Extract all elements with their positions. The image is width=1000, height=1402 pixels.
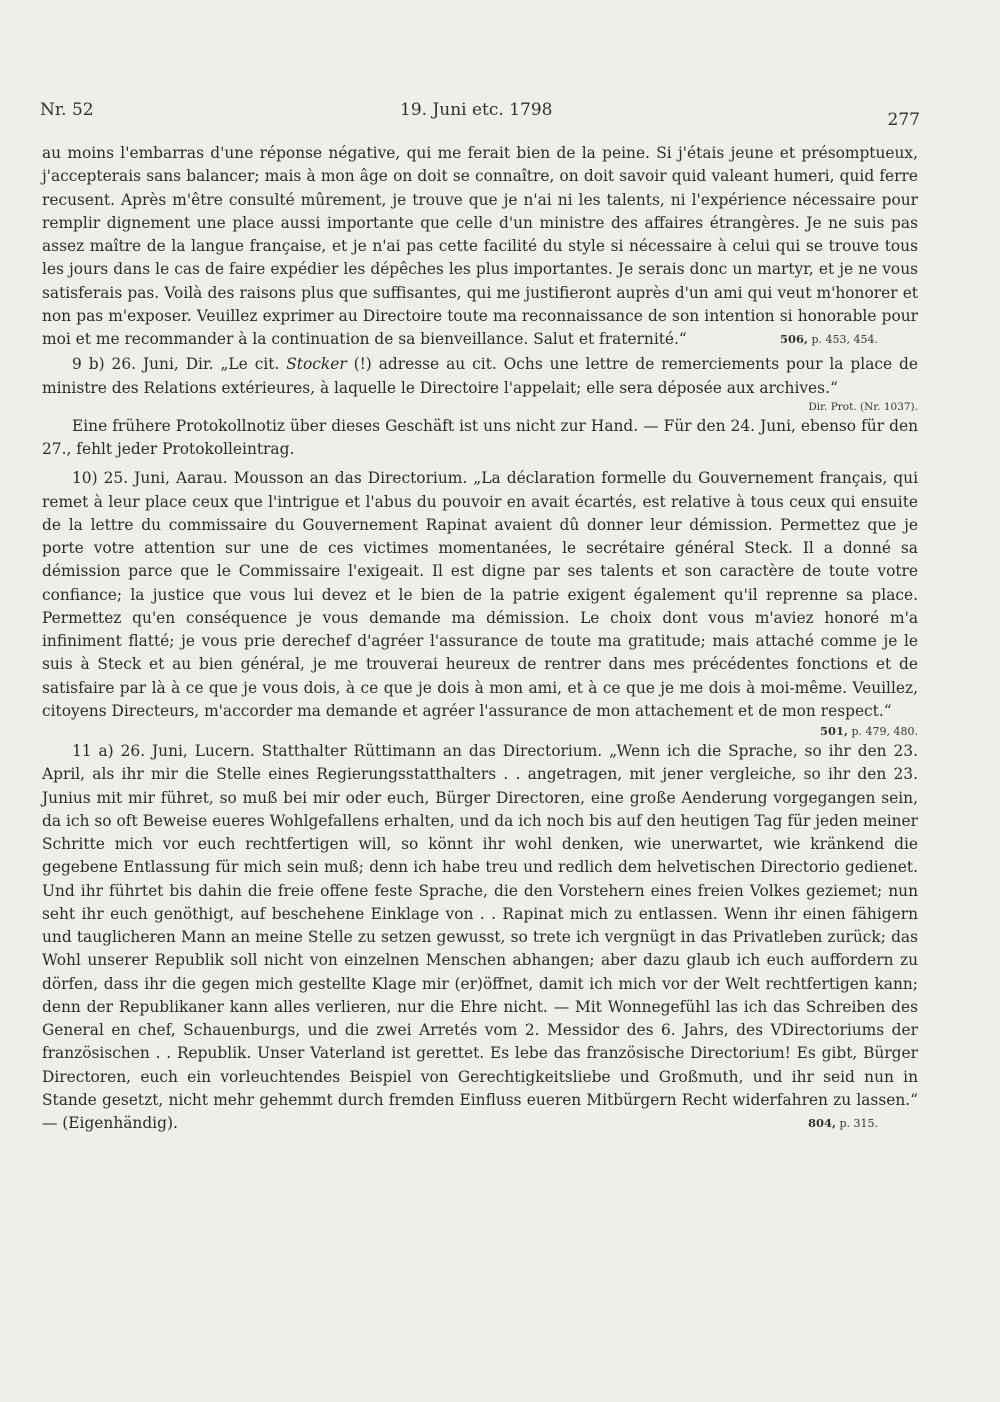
page-number: 277 xyxy=(887,110,920,130)
paragraph-2-start: 9 b) 26. Juni, Dir. „Le cit. xyxy=(72,355,287,374)
paragraph-2-italic: Stocker xyxy=(286,355,347,374)
source-reference-4 xyxy=(42,723,918,740)
document-number: Nr. 52 xyxy=(40,100,94,120)
page-header xyxy=(40,100,920,130)
paragraph-3: Eine frühere Protokollnotiz über dieses Geschäft ist uns nicht zur Hand. — Für den 24. Juni, ebenso für den 27., fehlt jeder Protokolleintrag. xyxy=(42,416,918,458)
paragraph-2-rest: (!) adresse au cit. Ochs une lettre de remerciements pour la place de ministre des Relations extérieures, à laquelle le Directoire l'appelait; elle sera déposée aux archives.“ xyxy=(42,355,919,397)
document-date: 19. Juni etc. 1798 xyxy=(400,100,553,120)
body-text xyxy=(42,142,918,1135)
paragraph-1-text: au moins l'embarras d'une réponse négative, qui me ferait bien de la peine. Si j'étais jeune et présomptueux, j'accepterais sans balancer; mais à mon âge on doit se connaître, on doit savoir quid valeant humeri, quid ferre recusent. Après m'être consulté mûrement, je trouve que je n'ai ni les talents, ni l'expérience nécessaire pour remplir dignement une place aussi importante que celle d'un ministre des affaires étrangères. Je ne suis pas assez maître de la langue française, et je n'ai pas cette facilité du style si nécessaire à celui qui se trouve tous les jours dans le cas de faire expédier les dépêches les plus importantes. Je serais donc un martyr, et je ne vous satisferais pas. Voilà des raisons plus que suffisantes, qui me justifieront auprès d'un ami qui veut m'honorer et non pas m'exposer. Veuillez exprimer au Directoire toute ma reconnaissance de son intention si honorable pour moi et me recommander à la continuation de sa bienveillance. Salut et fraternité.“ xyxy=(42,144,918,348)
paragraph-5-text: 11 a) 26. Juni, Lucern. Statthalter Rüttimann an das Directorium. „Wenn ich die Sprache, so ihr den 23. April, als ihr mir die Stelle eines Regierungsstatthalters . . angetragen, mit jener vergleiche, so ihr den 23. Junius mit mir führet, so muß bei mir oder euch, Bürger Directoren, eine große Aenderung vorgegangen sein, da ich so oft Beweise eueres Wohlgefallens erhalten, und da ich noch bis auf den heutigen Tag für jeden meiner Schritte mich vor euch rechtfertigen will, so könnt ihr wohl denken, wie unerwartet, wie kränkend die gegebene Entlassung für mich sein muß; denn ich habe treu und redlich dem helvetischen Directorio gedienet. Und ihr führtet bis dahin die freie offene feste Sprache, die den Vorstehern eines freien Volkes geziemet; nun seht ihr euch genöthigt, auf beschehene Einklage von . . Rapinat mich zu entlassen. Wenn ihr einen fähigern und tauglicheren Mann an meine Stelle zu setzen gewusst, so trete ich vergnügt in das Privatleben zurück; das Wohl unserer Republik soll nicht von einzelnen Menschen abhangen; aber dazu glaub ich euch auffordern zu dörfen, dass ihr die gegen mich gestellte Klage mir (er)öffnet, damit ich mich vor der Welt rechtfertigen kann; denn der Republikaner kann alles verlieren, nur die Ehre nicht. — Mit Wonnegefühl las ich das Schreiben des General en chef, Schauenburgs, und die zwei Arretés vom 2. Messidor des 6. Jahrs, des VDirectoriums der französischen . . Republik. Unser Vaterland ist gerettet. Es lebe das französische Directorium! Es gibt, Bürger Directoren, euch ein vorleuchtendes Beispiel von Gerechtigkeitsliebe und Großmuth, und ihr seid nun in Stande gesetzt, nicht mehr gehemmt durch fremden Einfluss eueren Mitbürgern Recht widerfahren zu lassen.“ — (Eigenhändig). xyxy=(42,742,918,1132)
source-reference-5-pages: p. 315. xyxy=(839,1117,878,1130)
paragraph-4: 10) 25. Juni, Aarau. Mousson an das Directorium. „La déclaration formelle du Gouvernement français, qui remet à leur place ceux que l'intrigue et l'abus du pouvoir en avait écartés, est relative à tous ceux qui ensuite de la lettre du commissaire du Gouvernement Rapinat avaient dû donner leur démission. Permettez que je porte votre attention sur une de ces victimes momentanées, le secrétaire général Steck. Il a donné sa démission parce que le Commissaire l'exigeait. Il est digne par ses talents et son caractère de toute votre confiance; la justice que vous lui devez et le bien de la patrie exigent également qu'il reprenne sa place. Permettez qu'en conséquence je vous demande ma démission. Le choix dont vous m'aviez honoré m'a infiniment flatté; je vous prie derechef d'agréer l'assurance de toute ma gratitude; mais attaché comme je le suis à Steck et au bien général, je me trouverai heureux de rentrer dans mes précédentes fonctions et de satisfaire par là à ce que je vous dois, à ce que je dois à mon ami, et à ce que je me dois à moi-même. Veuillez, citoyens Directeurs, m'accorder ma demande et agréer l'assurance de mon attachement et de mon respect.“ xyxy=(42,469,918,720)
source-reference-4-pages: p. 479, 480. xyxy=(851,725,918,738)
paragraph-1 xyxy=(42,142,918,351)
source-reference-1-pages: p. 453, 454. xyxy=(811,333,878,346)
paragraph-5 xyxy=(42,740,918,1135)
source-reference-1 xyxy=(780,328,918,351)
source-reference-2: Dir. Prot. (Nr. 1037). xyxy=(808,400,918,413)
source-reference-5-number: 804, xyxy=(807,1116,836,1130)
paragraph-2 xyxy=(42,353,918,400)
source-reference-1-number: 506, xyxy=(779,332,808,346)
source-reference-4-number: 501, xyxy=(819,724,848,738)
source-reference-5 xyxy=(778,1112,918,1135)
